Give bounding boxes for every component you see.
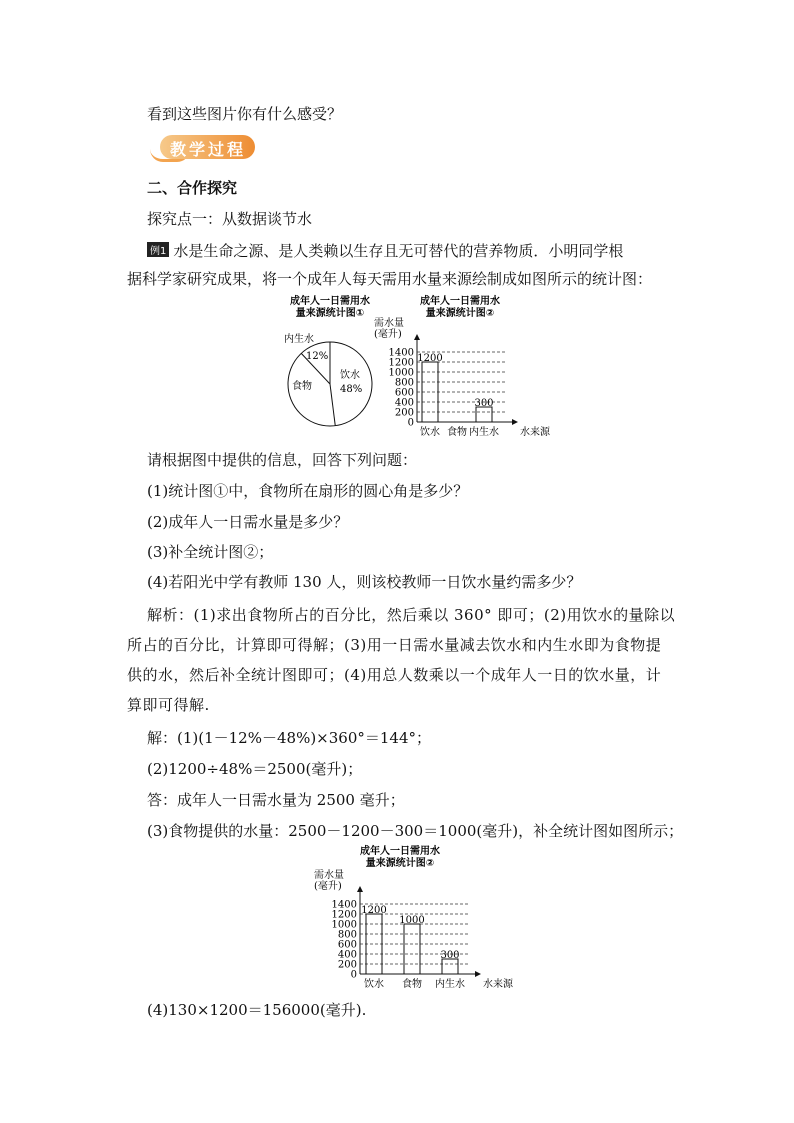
bar2-bar-1 [404,924,420,974]
bar2-value-label-0: 1200 [361,905,387,916]
bar2-ylabel-line-1: 需水量 [314,870,344,881]
bar2-xtick-2: 内生水 [435,979,465,990]
bar1-xlabel: 水来源 [520,427,550,438]
bar2-xtick-1: 食物 [402,979,422,990]
solution-line-2: (2)1200÷48%＝2500(毫升)； [147,760,363,778]
bar1-ytick-200: 200 [394,407,414,419]
bar2-ytick-200: 200 [337,959,357,971]
bar2-ytick-800: 800 [337,929,357,941]
bar2-ytick-1200: 1200 [331,909,357,921]
bar1-xtick-0: 饮水 [420,427,440,438]
bar1-ytick-1400: 1400 [388,347,414,359]
bar1-xtick-1: 食物 [447,427,467,438]
bar2-xtick-0: 饮水 [364,979,384,990]
analysis-line-4: 算即可得解. [127,696,210,714]
bar1-ytick-600: 600 [394,387,414,399]
prompt: 请根据图中提供的信息，回答下列问题： [147,451,418,469]
subsection-title: 探究点一：从数据谈节水 [147,210,313,228]
bar1-ytick-400: 400 [394,397,414,409]
bar2-x-axis-arrow [475,971,481,977]
bar1-bar-2 [476,407,492,422]
bar2-y-axis-arrow [357,886,363,892]
bar1-title-line-1: 成年人一日需用水 [420,296,500,307]
bar-chart-completed [312,842,522,994]
bar1-ylabel-line-2: (毫升) [374,329,402,340]
analysis-line-2: 所占的百分比，计算即可得解；(3)用一日需水量减去饮水和内生水即为食物提 [127,636,662,654]
example-line-1 [147,240,623,261]
bar2-xlabel: 水来源 [483,979,513,990]
bar2-ytick-0: 0 [350,969,357,981]
example-mark: 例1 [147,242,169,257]
bar1-ytick-800: 800 [394,377,414,389]
bar1-y-axis-arrow [414,334,420,340]
solution-line-5: (4)130×1200＝156000(毫升). [147,1001,367,1019]
pie-label-inner-water: 内生水 [284,334,314,345]
pie-label-drinking: 饮水 [340,370,360,381]
bar1-xtick-2: 内生水 [469,427,499,438]
section-title: 二、合作探究 [147,179,238,197]
bar2-bar-0 [366,914,382,974]
analysis-line-3: 供的水，然后补全统计图即可；(4)用总人数乘以一个成年人一日的饮水量，计 [127,666,662,684]
intro-question: 看到这些图片你有什么感受？ [147,105,343,123]
bar2-title-line-2: 量来源统计图② [365,858,435,869]
pie-label-food: 食物 [292,381,312,392]
bar2-ytick-1000: 1000 [331,919,357,931]
bar2-value-label-1: 1000 [399,915,425,926]
bar2-bar-2 [442,959,458,974]
solution-line-1: 解：(1)(1－12%－48%)×360°＝144°； [147,729,432,747]
bar2-title-line-1: 成年人一日需用水 [360,846,440,857]
teaching-process-badge [150,135,255,161]
analysis-line-1: 解析：(1)求出食物所占的百分比，然后乘以 360° 即可；(2)用饮水的量除以 [147,606,676,624]
bar2-ylabel-line-2: (毫升) [314,881,342,892]
bar1-ytick-1000: 1000 [388,367,414,379]
example-line-2: 据科学家研究成果，将一个成年人每天需用水量来源绘制成如图所示的统计图： [127,270,653,288]
example-text-1: 水是生命之源、是人类赖以生存且无可替代的营养物质．小明同学根 [173,242,624,260]
pie-title-line-2: 量来源统计图① [295,308,365,319]
pie-percent-drinking: 48% [340,384,363,395]
question-1: (1)统计图①中，食物所在扇形的圆心角是多少？ [147,482,469,500]
bar1-ylabel-line-1: 需水量 [374,318,404,329]
bar1-ytick-1200: 1200 [388,357,414,369]
bar2-value-label-2: 300 [440,950,460,961]
bar1-title-line-2: 量来源统计图② [425,308,495,319]
bar2-ytick-400: 400 [337,949,357,961]
badge-label: 教学过程 [170,140,247,159]
bar2-ytick-600: 600 [337,939,357,951]
bar1-value-label-2: 300 [474,398,494,409]
pie-percent-inner-water: 12% [306,351,329,362]
question-4: (4)若阳光中学有教师 130 人，则该校教师一日饮水量约需多少？ [147,573,582,591]
question-2: (2)成年人一日需水量是多少？ [147,513,349,531]
pie-slice-boundary-2 [330,384,335,426]
bar1-x-axis-arrow [512,419,518,425]
bar1-ytick-0: 0 [407,417,414,429]
bar-chart-2 [372,292,562,442]
pie-title-line-1: 成年人一日需用水 [290,296,370,307]
bar1-value-label-0: 1200 [417,353,443,364]
solution-line-3: 答：成年人一日需水量为 2500 毫升； [147,791,405,809]
solution-line-4: (3)食物提供的水量：2500－1200－300＝1000(毫升)，补全统计图如图所示； [147,822,684,840]
bar2-ytick-1400: 1400 [331,899,357,911]
question-3: (3)补全统计图②； [147,543,274,561]
